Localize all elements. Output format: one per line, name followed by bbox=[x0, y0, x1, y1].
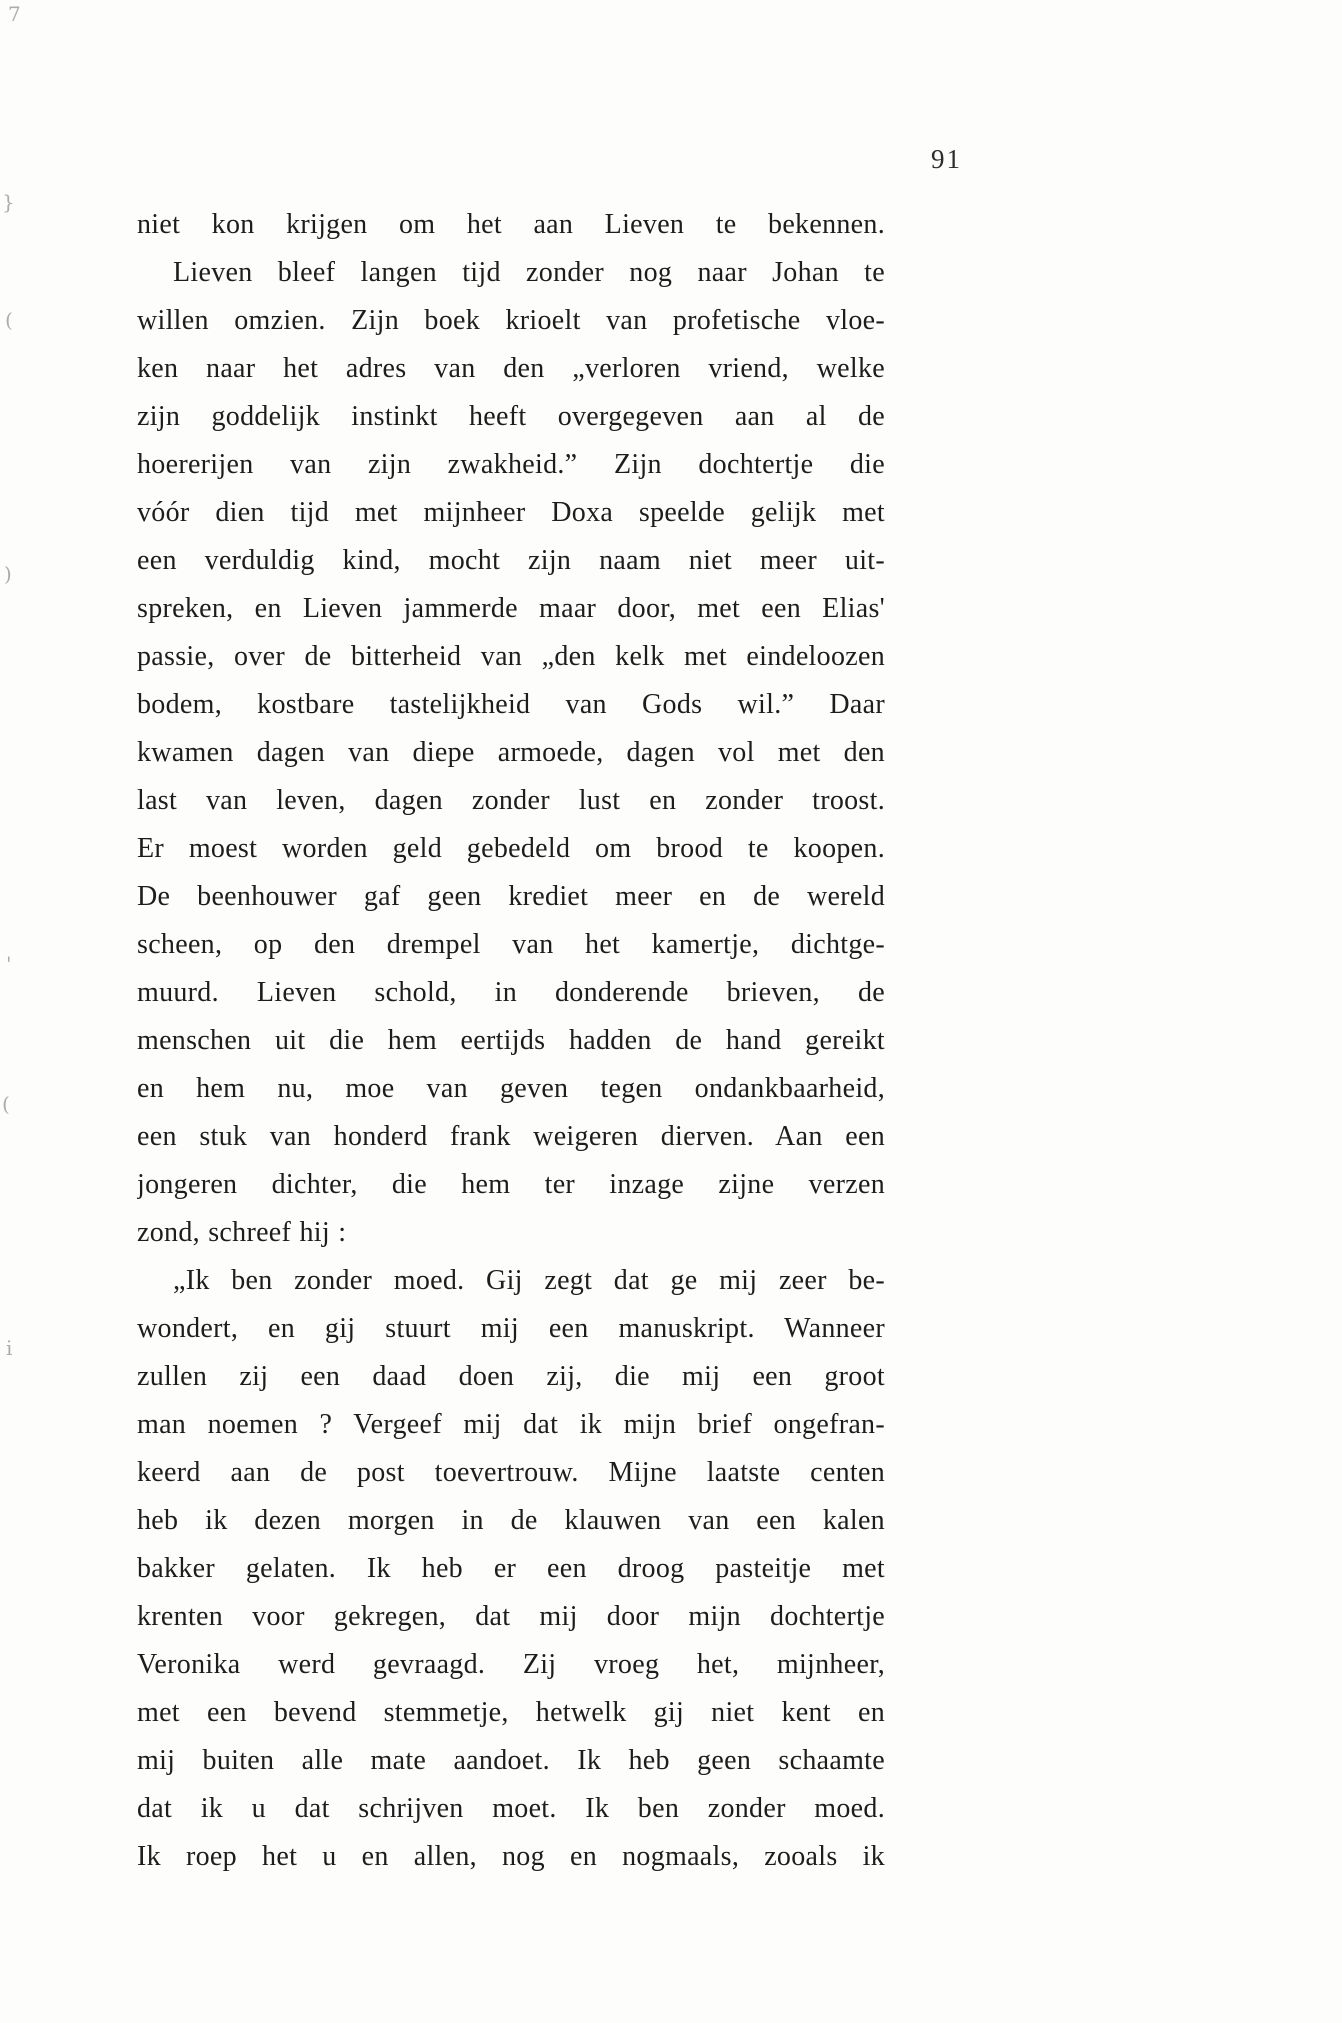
text-line: scheen, op den drempel van het kamertje, dichtge- bbox=[137, 929, 885, 960]
text-line: kwamen dagen van diepe armoede, dagen vol met den bbox=[137, 737, 885, 768]
text-line: Lieven bleef langen tijd zonder nog naar Johan te bbox=[173, 257, 885, 288]
text-line: Veronika werd gevraagd. Zij vroeg het, mijnheer, bbox=[137, 1649, 885, 1680]
text-line: Er moest worden geld gebedeld om brood te koopen. bbox=[137, 833, 885, 864]
text-line: niet kon krijgen om het aan Lieven te bekennen. bbox=[137, 209, 885, 240]
margin-mark: i bbox=[6, 1336, 13, 1360]
text-block bbox=[137, 201, 885, 1881]
margin-mark: ) bbox=[4, 562, 12, 586]
text-line: De beenhouwer gaf geen krediet meer en de wereld bbox=[137, 881, 885, 912]
text-line: zijn goddelijk instinkt heeft overgegeven aan al de bbox=[137, 401, 885, 432]
text-line: last van leven, dagen zonder lust en zonder troost. bbox=[137, 785, 885, 816]
text-line: krenten voor gekregen, dat mij door mijn dochtertje bbox=[137, 1601, 885, 1632]
text-line: dat ik u dat schrijven moet. Ik ben zonder moed. bbox=[137, 1793, 885, 1824]
text-line: zullen zij een daad doen zij, die mij een groot bbox=[137, 1361, 885, 1392]
text-line: met een bevend stemmetje, hetwelk gij niet kent en bbox=[137, 1697, 885, 1728]
text-line: spreken, en Lieven jammerde maar door, met een Elias' bbox=[137, 593, 885, 624]
text-line: willen omzien. Zijn boek krioelt van profetische vloe- bbox=[137, 305, 885, 336]
text-line: heb ik dezen morgen in de klauwen van een kalen bbox=[137, 1505, 885, 1536]
margin-mark: ' bbox=[6, 952, 12, 976]
margin-mark: 7 bbox=[8, 2, 21, 26]
margin-mark: ( bbox=[2, 1092, 10, 1116]
text-line: „Ik ben zonder moed. Gij zegt dat ge mij zeer be- bbox=[173, 1265, 885, 1296]
text-line: bakker gelaten. Ik heb er een droog pasteitje met bbox=[137, 1553, 885, 1584]
margin-mark: } bbox=[2, 190, 15, 214]
text-line: bodem, kostbare tastelijkheid van Gods wil.” Daar bbox=[137, 689, 885, 720]
page-number: 91 bbox=[931, 144, 962, 174]
text-line: menschen uit die hem eertijds hadden de hand gereikt bbox=[137, 1025, 885, 1056]
text-line: en hem nu, moe van geven tegen ondankbaarheid, bbox=[137, 1073, 885, 1104]
text-line: vóór dien tijd met mijnheer Doxa speelde gelijk met bbox=[137, 497, 885, 528]
text-line: jongeren dichter, die hem ter inzage zijne verzen bbox=[137, 1169, 885, 1200]
text-line: wondert, en gij stuurt mij een manuskript. Wanneer bbox=[137, 1313, 885, 1344]
text-line: Ik roep het u en allen, nog en nogmaals, zooals ik bbox=[137, 1841, 885, 1872]
text-line: passie, over de bitterheid van „den kelk met eindeloozen bbox=[137, 641, 885, 672]
text-line: ken naar het adres van den „verloren vriend, welke bbox=[137, 353, 885, 384]
text-line: man noemen ? Vergeef mij dat ik mijn brief ongefran- bbox=[137, 1409, 885, 1440]
text-line: hoererijen van zijn zwakheid.” Zijn dochtertje die bbox=[137, 449, 885, 480]
text-line: keerd aan de post toevertrouw. Mijne laatste centen bbox=[137, 1457, 885, 1488]
text-line: zond, schreef hij : bbox=[137, 1217, 347, 1248]
text-line: mij buiten alle mate aandoet. Ik heb geen schaamte bbox=[137, 1745, 885, 1776]
text-line: een verduldig kind, mocht zijn naam niet meer uit- bbox=[137, 545, 885, 576]
margin-mark: ( bbox=[5, 308, 13, 332]
text-line: muurd. Lieven schold, in donderende brieven, de bbox=[137, 977, 885, 1008]
text-line: een stuk van honderd frank weigeren dierven. Aan een bbox=[137, 1121, 885, 1152]
